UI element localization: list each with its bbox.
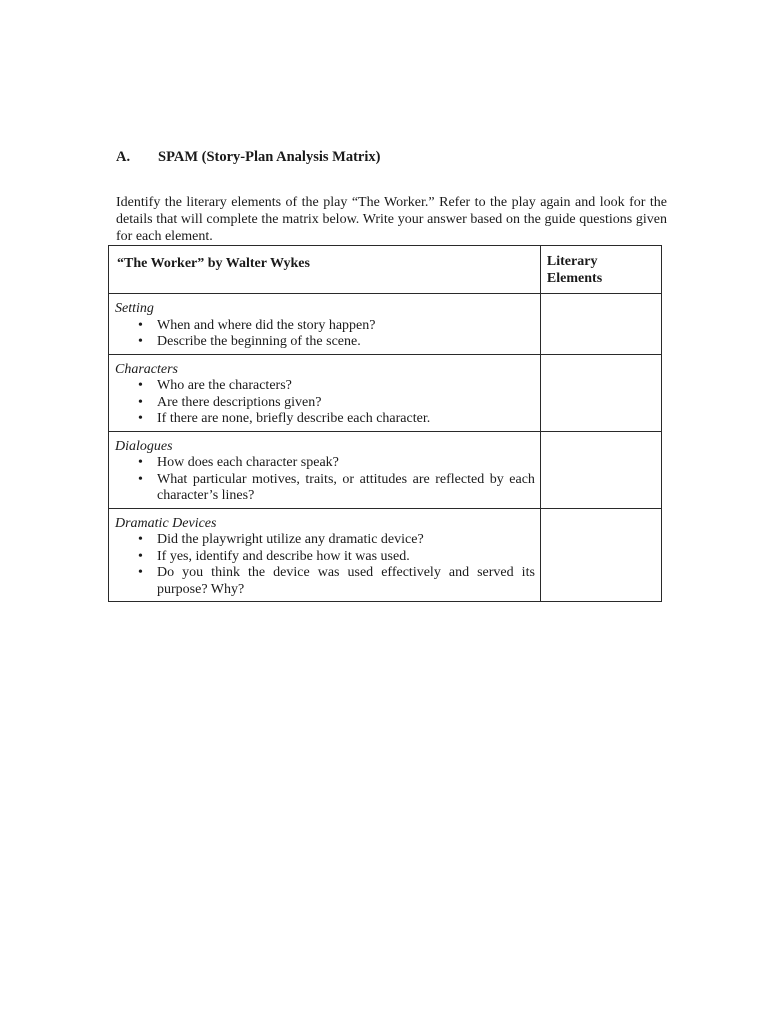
guide-question xyxy=(115,395,535,412)
guide-questions xyxy=(115,455,535,505)
guide-question xyxy=(115,565,535,598)
guide-question xyxy=(115,411,535,428)
instructions-paragraph: Identify the literary elements of the play “The Worker.” Refer to the play again and look for the details that will complete the matrix below. Write your answer based on the guide questions given for each element. xyxy=(116,195,667,244)
guide-question xyxy=(115,378,535,395)
section-heading xyxy=(116,149,380,166)
answer-cell-characters[interactable] xyxy=(540,354,661,431)
table-row xyxy=(109,354,662,431)
header-literary-elements: Literary Elements xyxy=(540,246,661,294)
element-title: Dramatic Devices xyxy=(115,515,217,531)
guide-question xyxy=(115,318,535,335)
spam-matrix-table xyxy=(108,245,662,602)
bullet-icon: • xyxy=(138,394,143,410)
bullet-icon: • xyxy=(138,565,143,580)
element-title: Characters xyxy=(115,361,178,377)
question-text: If there are none, briefly describe each character. xyxy=(157,411,431,426)
table-header-row xyxy=(109,246,662,294)
bullet-icon: • xyxy=(138,378,143,393)
question-text: Are there descriptions given? xyxy=(157,394,322,410)
answer-cell-dialogues[interactable] xyxy=(540,431,661,508)
question-text: Who are the characters? xyxy=(157,378,292,393)
guide-question xyxy=(115,334,535,351)
element-cell xyxy=(109,354,541,431)
table-row xyxy=(109,431,662,508)
guide-question xyxy=(115,472,535,505)
bullet-icon: • xyxy=(138,334,143,349)
element-title: Dialogues xyxy=(115,438,173,454)
question-text: Describe the beginning of the scene. xyxy=(157,334,361,349)
guide-question xyxy=(115,455,535,472)
bullet-icon: • xyxy=(138,455,143,470)
guide-questions xyxy=(115,532,535,598)
bullet-icon: • xyxy=(138,317,143,333)
question-text: If yes, identify and describe how it was used. xyxy=(157,548,410,564)
header-play-title: “The Worker” by Walter Wykes xyxy=(109,246,541,294)
question-text: Did the playwright utilize any dramatic device? xyxy=(157,532,424,547)
guide-questions xyxy=(115,318,535,351)
bullet-icon: • xyxy=(138,471,143,487)
answer-cell-dramatic-devices[interactable] xyxy=(540,508,661,602)
guide-question xyxy=(115,532,535,549)
bullet-icon: • xyxy=(138,548,143,564)
question-text: Do you think the device was used effectively and served its purpose? Why? xyxy=(157,565,535,597)
question-text: What particular motives, traits, or attitudes are reflected by each character’s lines? xyxy=(157,471,535,503)
element-cell xyxy=(109,508,541,602)
question-text: When and where did the story happen? xyxy=(157,317,376,333)
guide-question xyxy=(115,549,535,566)
guide-questions xyxy=(115,378,535,428)
element-cell xyxy=(109,431,541,508)
bullet-icon: • xyxy=(138,411,143,426)
table-row xyxy=(109,294,662,355)
answer-cell-setting[interactable] xyxy=(540,294,661,355)
section-letter: A. xyxy=(116,149,131,165)
question-text: How does each character speak? xyxy=(157,455,339,470)
table-row xyxy=(109,508,662,602)
section-title: SPAM (Story-Plan Analysis Matrix) xyxy=(158,149,381,165)
element-title: Setting xyxy=(115,301,154,316)
bullet-icon: • xyxy=(138,532,143,547)
element-cell xyxy=(109,294,541,355)
